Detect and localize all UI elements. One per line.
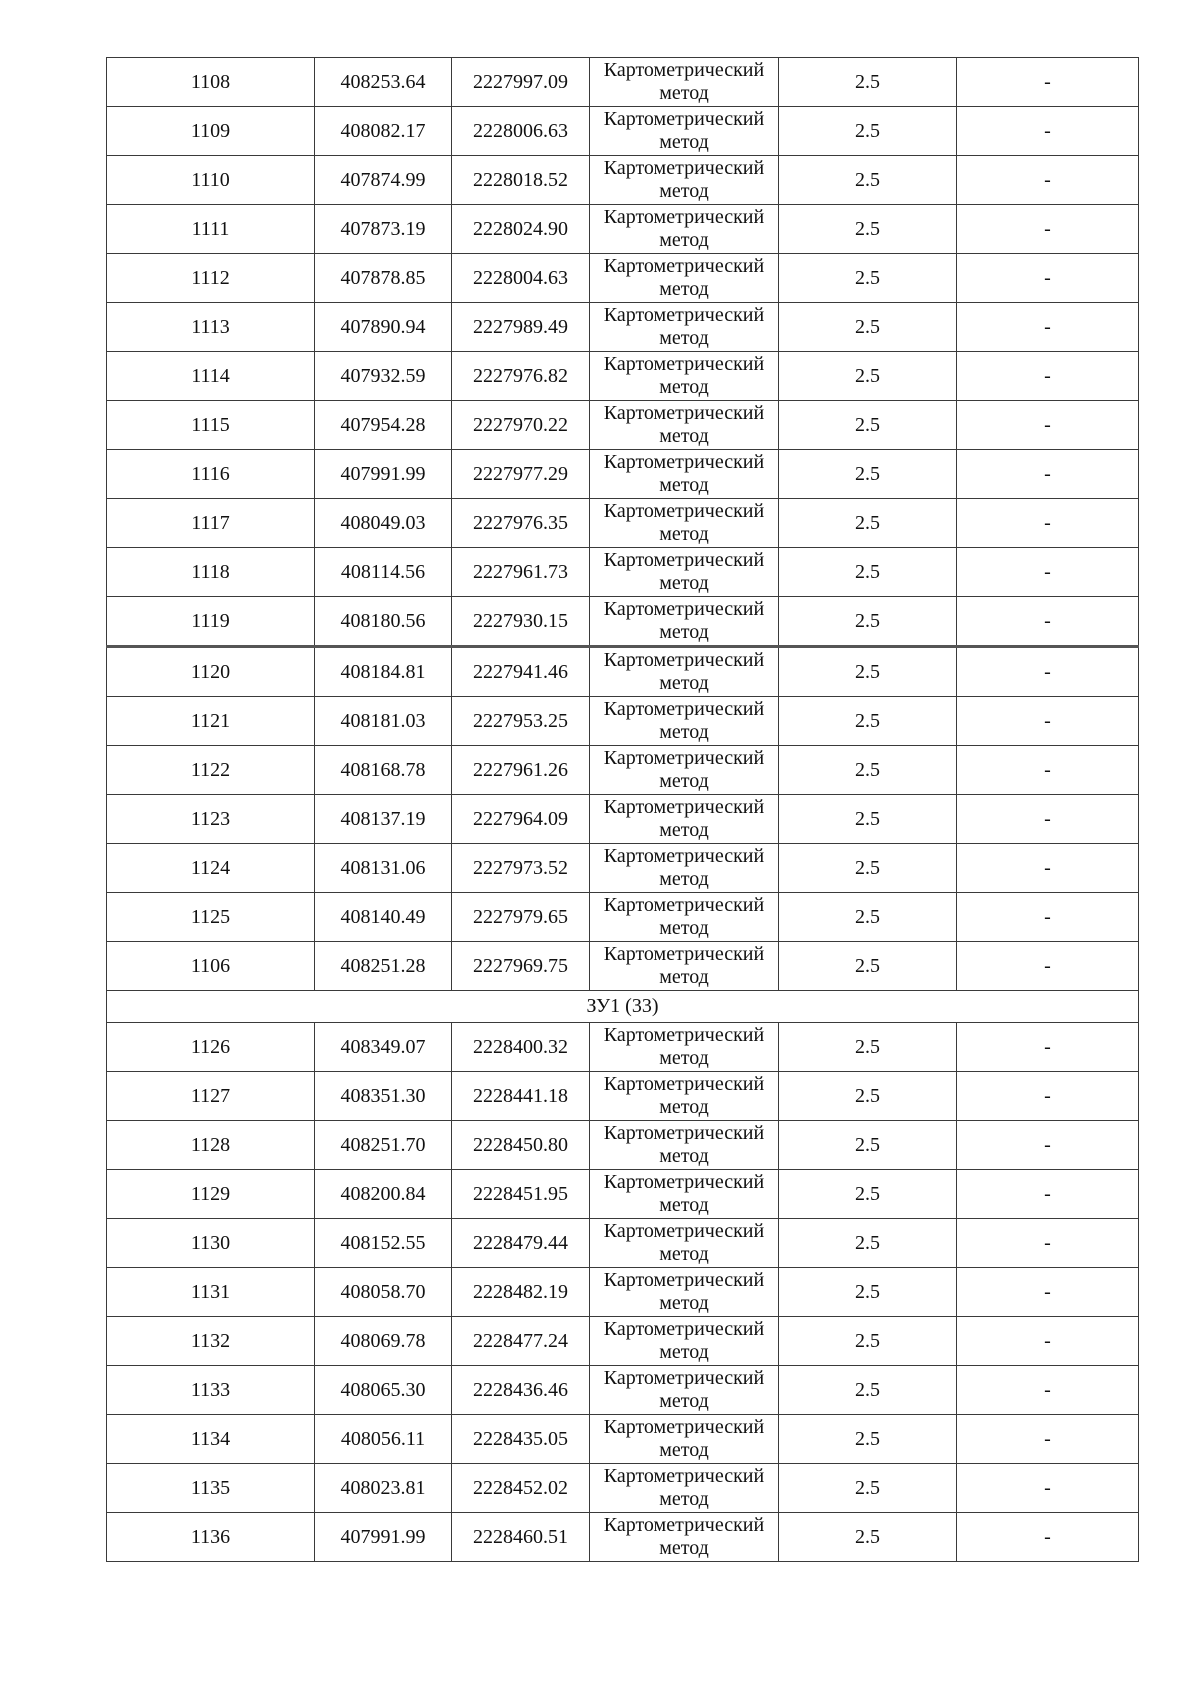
- method-cell: [590, 647, 779, 697]
- x-coordinate-cell: 408200.84: [315, 1170, 452, 1219]
- x-coordinate-cell: 407991.99: [315, 1513, 452, 1562]
- x-coordinate-cell: 408253.64: [315, 58, 452, 107]
- point-cell: 1126: [107, 1023, 315, 1072]
- table-row: [107, 1268, 1139, 1317]
- method-line-1: Картометрический: [603, 353, 765, 375]
- method-cell: [590, 254, 779, 303]
- point-cell: 1125: [107, 893, 315, 942]
- table-row: [107, 303, 1139, 352]
- method-line-2: метод: [659, 572, 709, 594]
- table-row: [107, 254, 1139, 303]
- y-coordinate-cell: 2227953.25: [452, 697, 590, 746]
- method-line-1: Картометрический: [603, 1220, 765, 1242]
- table-row: [107, 1415, 1139, 1464]
- x-coordinate-cell: 408181.03: [315, 697, 452, 746]
- method-line-2: метод: [659, 1243, 709, 1265]
- method-line-1: Картометрический: [603, 796, 765, 818]
- method-line-1: Картометрический: [603, 649, 765, 671]
- method-line-2: метод: [659, 523, 709, 545]
- method-cell: [590, 597, 779, 647]
- point-cell: 1134: [107, 1415, 315, 1464]
- y-coordinate-cell: 2227969.75: [452, 942, 590, 991]
- x-coordinate-cell: 408082.17: [315, 107, 452, 156]
- note-cell: -: [957, 205, 1139, 254]
- point-cell: 1108: [107, 58, 315, 107]
- note-cell: -: [957, 746, 1139, 795]
- note-cell: -: [957, 893, 1139, 942]
- point-cell: 1106: [107, 942, 315, 991]
- table-row: [107, 1464, 1139, 1513]
- point-cell: 1123: [107, 795, 315, 844]
- section-row: [107, 991, 1139, 1023]
- method-line-2: метод: [659, 770, 709, 792]
- x-coordinate-cell: 407932.59: [315, 352, 452, 401]
- method-line-1: Картометрический: [603, 500, 765, 522]
- note-cell: -: [957, 1023, 1139, 1072]
- note-cell: -: [957, 1366, 1139, 1415]
- table-row: [107, 401, 1139, 450]
- method-line-2: метод: [659, 131, 709, 153]
- method-line-1: Картометрический: [603, 1416, 765, 1438]
- y-coordinate-cell: 2228018.52: [452, 156, 590, 205]
- method-cell: [590, 1219, 779, 1268]
- point-cell: 1118: [107, 548, 315, 597]
- table-row: [107, 1072, 1139, 1121]
- method-line-1: Картометрический: [603, 1122, 765, 1144]
- note-cell: -: [957, 58, 1139, 107]
- method-cell: [590, 844, 779, 893]
- point-cell: 1121: [107, 697, 315, 746]
- method-line-1: Картометрический: [603, 304, 765, 326]
- method-line-2: метод: [659, 1488, 709, 1510]
- x-coordinate-cell: 408023.81: [315, 1464, 452, 1513]
- note-cell: -: [957, 942, 1139, 991]
- point-cell: 1136: [107, 1513, 315, 1562]
- x-coordinate-cell: 408056.11: [315, 1415, 452, 1464]
- method-line-2: метод: [659, 327, 709, 349]
- method-line-1: Картометрический: [603, 1024, 765, 1046]
- accuracy-cell: 2.5: [779, 1170, 957, 1219]
- method-cell: [590, 450, 779, 499]
- accuracy-cell: 2.5: [779, 352, 957, 401]
- point-cell: 1119: [107, 597, 315, 647]
- accuracy-cell: 2.5: [779, 401, 957, 450]
- method-line-1: Картометрический: [603, 108, 765, 130]
- point-cell: 1117: [107, 499, 315, 548]
- method-cell: [590, 893, 779, 942]
- accuracy-cell: 2.5: [779, 156, 957, 205]
- y-coordinate-cell: 2227977.29: [452, 450, 590, 499]
- table-row: [107, 548, 1139, 597]
- method-line-2: метод: [659, 672, 709, 694]
- accuracy-cell: 2.5: [779, 303, 957, 352]
- method-cell: [590, 156, 779, 205]
- x-coordinate-cell: 408140.49: [315, 893, 452, 942]
- table-row: [107, 1121, 1139, 1170]
- note-cell: -: [957, 1268, 1139, 1317]
- method-line-1: Картометрический: [603, 451, 765, 473]
- coordinates-table: [106, 57, 1139, 1562]
- point-cell: 1111: [107, 205, 315, 254]
- x-coordinate-cell: 408251.70: [315, 1121, 452, 1170]
- method-cell: [590, 352, 779, 401]
- method-cell: [590, 1072, 779, 1121]
- method-line-2: метод: [659, 1047, 709, 1069]
- method-cell: [590, 697, 779, 746]
- point-cell: 1110: [107, 156, 315, 205]
- method-line-1: Картометрический: [603, 157, 765, 179]
- accuracy-cell: 2.5: [779, 746, 957, 795]
- table-row: [107, 746, 1139, 795]
- method-line-2: метод: [659, 721, 709, 743]
- method-line-2: метод: [659, 180, 709, 202]
- method-line-2: метод: [659, 1537, 709, 1559]
- point-cell: 1120: [107, 647, 315, 697]
- method-cell: [590, 58, 779, 107]
- note-cell: -: [957, 1464, 1139, 1513]
- accuracy-cell: 2.5: [779, 647, 957, 697]
- point-cell: 1114: [107, 352, 315, 401]
- method-line-2: метод: [659, 1145, 709, 1167]
- x-coordinate-cell: 408069.78: [315, 1317, 452, 1366]
- accuracy-cell: 2.5: [779, 107, 957, 156]
- method-line-2: метод: [659, 376, 709, 398]
- method-cell: [590, 1023, 779, 1072]
- y-coordinate-cell: 2227979.65: [452, 893, 590, 942]
- x-coordinate-cell: 408131.06: [315, 844, 452, 893]
- point-cell: 1124: [107, 844, 315, 893]
- method-line-1: Картометрический: [603, 1269, 765, 1291]
- table-row: [107, 795, 1139, 844]
- note-cell: -: [957, 795, 1139, 844]
- accuracy-cell: 2.5: [779, 844, 957, 893]
- method-cell: [590, 303, 779, 352]
- note-cell: -: [957, 1513, 1139, 1562]
- point-cell: 1128: [107, 1121, 315, 1170]
- note-cell: -: [957, 107, 1139, 156]
- method-line-2: метод: [659, 1390, 709, 1412]
- point-cell: 1127: [107, 1072, 315, 1121]
- accuracy-cell: 2.5: [779, 597, 957, 647]
- note-cell: -: [957, 1121, 1139, 1170]
- y-coordinate-cell: 2228477.24: [452, 1317, 590, 1366]
- method-line-1: Картометрический: [603, 747, 765, 769]
- method-cell: [590, 942, 779, 991]
- method-cell: [590, 548, 779, 597]
- method-cell: [590, 1415, 779, 1464]
- y-coordinate-cell: 2228441.18: [452, 1072, 590, 1121]
- method-line-1: Картометрический: [603, 943, 765, 965]
- method-line-2: метод: [659, 966, 709, 988]
- note-cell: -: [957, 303, 1139, 352]
- y-coordinate-cell: 2228482.19: [452, 1268, 590, 1317]
- x-coordinate-cell: 408152.55: [315, 1219, 452, 1268]
- method-line-2: метод: [659, 474, 709, 496]
- y-coordinate-cell: 2227976.82: [452, 352, 590, 401]
- point-cell: 1135: [107, 1464, 315, 1513]
- method-line-1: Картометрический: [603, 845, 765, 867]
- y-coordinate-cell: 2227973.52: [452, 844, 590, 893]
- point-cell: 1133: [107, 1366, 315, 1415]
- note-cell: -: [957, 1219, 1139, 1268]
- y-coordinate-cell: 2227941.46: [452, 647, 590, 697]
- accuracy-cell: 2.5: [779, 1366, 957, 1415]
- method-cell: [590, 1464, 779, 1513]
- accuracy-cell: 2.5: [779, 1268, 957, 1317]
- point-cell: 1132: [107, 1317, 315, 1366]
- note-cell: -: [957, 1170, 1139, 1219]
- method-cell: [590, 1121, 779, 1170]
- table-row: [107, 1317, 1139, 1366]
- method-line-1: Картометрический: [603, 402, 765, 424]
- x-coordinate-cell: 408065.30: [315, 1366, 452, 1415]
- accuracy-cell: 2.5: [779, 697, 957, 746]
- method-line-1: Картометрический: [603, 1465, 765, 1487]
- method-line-1: Картометрический: [603, 1367, 765, 1389]
- note-cell: -: [957, 548, 1139, 597]
- accuracy-cell: 2.5: [779, 1317, 957, 1366]
- table-row: [107, 58, 1139, 107]
- method-line-1: Картометрический: [603, 206, 765, 228]
- method-cell: [590, 1513, 779, 1562]
- table-row: [107, 647, 1139, 697]
- y-coordinate-cell: 2228452.02: [452, 1464, 590, 1513]
- accuracy-cell: 2.5: [779, 1219, 957, 1268]
- note-cell: -: [957, 254, 1139, 303]
- accuracy-cell: 2.5: [779, 1464, 957, 1513]
- table-row: [107, 942, 1139, 991]
- table-row: [107, 1513, 1139, 1562]
- x-coordinate-cell: 408049.03: [315, 499, 452, 548]
- method-line-2: метод: [659, 917, 709, 939]
- y-coordinate-cell: 2227989.49: [452, 303, 590, 352]
- point-cell: 1109: [107, 107, 315, 156]
- method-line-1: Картометрический: [603, 1318, 765, 1340]
- method-line-2: метод: [659, 1292, 709, 1314]
- note-cell: -: [957, 1072, 1139, 1121]
- method-line-2: метод: [659, 229, 709, 251]
- x-coordinate-cell: 407874.99: [315, 156, 452, 205]
- table-row: [107, 697, 1139, 746]
- accuracy-cell: 2.5: [779, 893, 957, 942]
- y-coordinate-cell: 2228479.44: [452, 1219, 590, 1268]
- note-cell: -: [957, 156, 1139, 205]
- table-row: [107, 352, 1139, 401]
- table-row: [107, 597, 1139, 647]
- table-row: [107, 107, 1139, 156]
- y-coordinate-cell: 2227930.15: [452, 597, 590, 647]
- note-cell: -: [957, 697, 1139, 746]
- x-coordinate-cell: 408168.78: [315, 746, 452, 795]
- point-cell: 1131: [107, 1268, 315, 1317]
- table-row: [107, 499, 1139, 548]
- y-coordinate-cell: 2228024.90: [452, 205, 590, 254]
- method-line-1: Картометрический: [603, 1073, 765, 1095]
- method-cell: [590, 205, 779, 254]
- accuracy-cell: 2.5: [779, 254, 957, 303]
- y-coordinate-cell: 2228450.80: [452, 1121, 590, 1170]
- x-coordinate-cell: 407991.99: [315, 450, 452, 499]
- accuracy-cell: 2.5: [779, 1513, 957, 1562]
- note-cell: -: [957, 450, 1139, 499]
- method-cell: [590, 1268, 779, 1317]
- table-row: [107, 1170, 1139, 1219]
- method-cell: [590, 401, 779, 450]
- x-coordinate-cell: 407954.28: [315, 401, 452, 450]
- point-cell: 1113: [107, 303, 315, 352]
- point-cell: 1115: [107, 401, 315, 450]
- table-row: [107, 893, 1139, 942]
- note-cell: -: [957, 401, 1139, 450]
- x-coordinate-cell: 408351.30: [315, 1072, 452, 1121]
- method-cell: [590, 1366, 779, 1415]
- y-coordinate-cell: 2227964.09: [452, 795, 590, 844]
- y-coordinate-cell: 2227997.09: [452, 58, 590, 107]
- method-line-1: Картометрический: [603, 1514, 765, 1536]
- method-line-2: метод: [659, 425, 709, 447]
- note-cell: -: [957, 647, 1139, 697]
- table-row: [107, 450, 1139, 499]
- x-coordinate-cell: 408251.28: [315, 942, 452, 991]
- method-line-1: Картометрический: [603, 598, 765, 620]
- point-cell: 1122: [107, 746, 315, 795]
- accuracy-cell: 2.5: [779, 795, 957, 844]
- accuracy-cell: 2.5: [779, 1072, 957, 1121]
- accuracy-cell: 2.5: [779, 450, 957, 499]
- accuracy-cell: 2.5: [779, 1415, 957, 1464]
- y-coordinate-cell: 2227970.22: [452, 401, 590, 450]
- note-cell: -: [957, 1415, 1139, 1464]
- method-line-2: метод: [659, 1096, 709, 1118]
- table-row: [107, 205, 1139, 254]
- method-line-1: Картометрический: [603, 894, 765, 916]
- method-cell: [590, 107, 779, 156]
- method-line-1: Картометрический: [603, 549, 765, 571]
- y-coordinate-cell: 2228435.05: [452, 1415, 590, 1464]
- note-cell: -: [957, 499, 1139, 548]
- table-row: [107, 844, 1139, 893]
- accuracy-cell: 2.5: [779, 1121, 957, 1170]
- y-coordinate-cell: 2227976.35: [452, 499, 590, 548]
- note-cell: -: [957, 597, 1139, 647]
- accuracy-cell: 2.5: [779, 205, 957, 254]
- table-row: [107, 1023, 1139, 1072]
- table-row: [107, 1366, 1139, 1415]
- accuracy-cell: 2.5: [779, 942, 957, 991]
- note-cell: -: [957, 352, 1139, 401]
- x-coordinate-cell: 408349.07: [315, 1023, 452, 1072]
- y-coordinate-cell: 2228460.51: [452, 1513, 590, 1562]
- point-cell: 1112: [107, 254, 315, 303]
- x-coordinate-cell: 408114.56: [315, 548, 452, 597]
- y-coordinate-cell: 2228004.63: [452, 254, 590, 303]
- accuracy-cell: 2.5: [779, 548, 957, 597]
- x-coordinate-cell: 407890.94: [315, 303, 452, 352]
- method-cell: [590, 1317, 779, 1366]
- note-cell: -: [957, 1317, 1139, 1366]
- method-line-2: метод: [659, 621, 709, 643]
- y-coordinate-cell: 2228006.63: [452, 107, 590, 156]
- method-line-1: Картометрический: [603, 255, 765, 277]
- method-line-2: метод: [659, 819, 709, 841]
- method-cell: [590, 1170, 779, 1219]
- y-coordinate-cell: 2228436.46: [452, 1366, 590, 1415]
- section-title: ЗУ1 (33): [107, 991, 1139, 1023]
- x-coordinate-cell: 407873.19: [315, 205, 452, 254]
- method-line-1: Картометрический: [603, 59, 765, 81]
- method-cell: [590, 499, 779, 548]
- table-row: [107, 156, 1139, 205]
- y-coordinate-cell: 2228451.95: [452, 1170, 590, 1219]
- x-coordinate-cell: 408184.81: [315, 647, 452, 697]
- x-coordinate-cell: 408137.19: [315, 795, 452, 844]
- method-line-2: метод: [659, 1439, 709, 1461]
- accuracy-cell: 2.5: [779, 58, 957, 107]
- method-line-2: метод: [659, 278, 709, 300]
- method-line-2: метод: [659, 868, 709, 890]
- point-cell: 1130: [107, 1219, 315, 1268]
- accuracy-cell: 2.5: [779, 1023, 957, 1072]
- method-line-2: метод: [659, 1341, 709, 1363]
- table-row: [107, 1219, 1139, 1268]
- method-line-2: метод: [659, 82, 709, 104]
- method-line-1: Картометрический: [603, 1171, 765, 1193]
- x-coordinate-cell: 408058.70: [315, 1268, 452, 1317]
- method-line-2: метод: [659, 1194, 709, 1216]
- method-cell: [590, 795, 779, 844]
- x-coordinate-cell: 407878.85: [315, 254, 452, 303]
- x-coordinate-cell: 408180.56: [315, 597, 452, 647]
- note-cell: -: [957, 844, 1139, 893]
- y-coordinate-cell: 2227961.26: [452, 746, 590, 795]
- point-cell: 1116: [107, 450, 315, 499]
- method-cell: [590, 746, 779, 795]
- table-body: [107, 58, 1139, 1562]
- point-cell: 1129: [107, 1170, 315, 1219]
- accuracy-cell: 2.5: [779, 499, 957, 548]
- method-line-1: Картометрический: [603, 698, 765, 720]
- y-coordinate-cell: 2228400.32: [452, 1023, 590, 1072]
- y-coordinate-cell: 2227961.73: [452, 548, 590, 597]
